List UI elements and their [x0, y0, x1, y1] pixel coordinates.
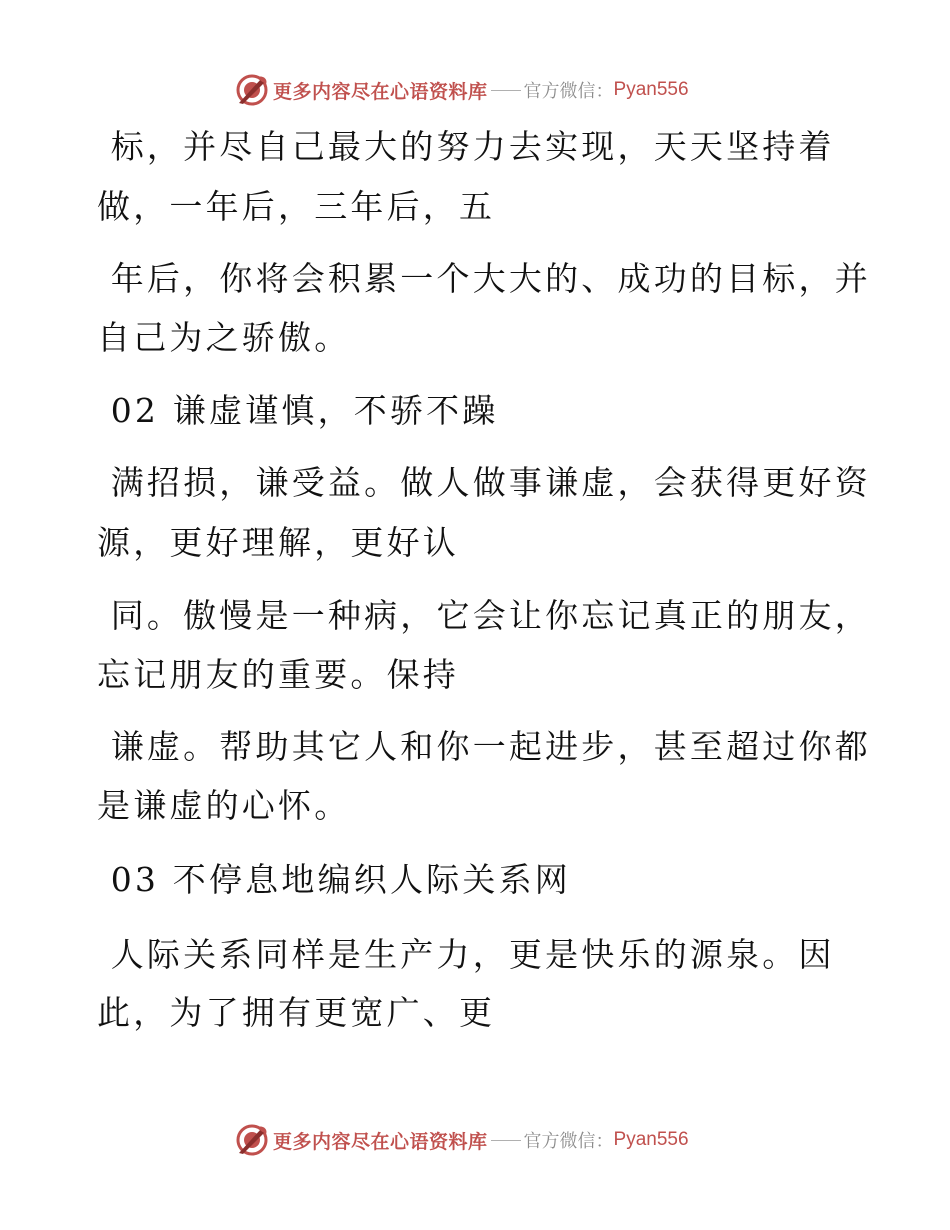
watermark-header	[235, 72, 689, 108]
body-line: 同。傲慢是一种病，它会让你忘记真正的朋友，	[97, 596, 871, 635]
body-line: 人际关系同样是生产力，更是快乐的源泉。因	[97, 935, 835, 974]
quill-seal-logo-icon	[235, 73, 269, 107]
watermark-main-text: 更多内容尽在心语资料库	[273, 80, 488, 103]
quill-seal-logo-icon	[235, 1123, 269, 1157]
body-line: 标，并尽自己最大的努力去实现，天天坚持着	[97, 127, 835, 166]
watermark-dash	[491, 90, 521, 91]
body-line: 满招损，谦受益。做人做事谦虚，会获得更好资	[97, 463, 871, 502]
watermark-id-text: Pyan556	[613, 1129, 689, 1150]
body-line: 忘记朋友的重要。保持	[97, 655, 459, 694]
watermark-main-text: 更多内容尽在心语资料库	[273, 1130, 488, 1153]
watermark-footer	[235, 1122, 689, 1158]
body-line: 此，为了拥有更宽广、更	[97, 993, 496, 1032]
section-heading: 02 谦虚谨慎，不骄不躁	[97, 391, 499, 430]
watermark-dash	[491, 1140, 521, 1141]
watermark-id-text: Pyan556	[613, 79, 689, 100]
body-line: 谦虚。帮助其它人和你一起进步，甚至超过你都	[97, 727, 871, 766]
body-line: 是谦虚的心怀。	[97, 786, 351, 825]
body-line: 源，更好理解，更好认	[97, 523, 459, 562]
body-line: 年后，你将会积累一个大大的、成功的目标，并	[97, 259, 871, 298]
watermark-sub-text: 官方微信：	[523, 1131, 614, 1152]
body-line: 做，一年后，三年后，五	[97, 187, 496, 226]
body-line: 自己为之骄傲。	[97, 318, 351, 357]
watermark-sub-text: 官方微信：	[523, 81, 614, 102]
section-heading: 03 不停息地编织人际关系网	[97, 860, 571, 899]
